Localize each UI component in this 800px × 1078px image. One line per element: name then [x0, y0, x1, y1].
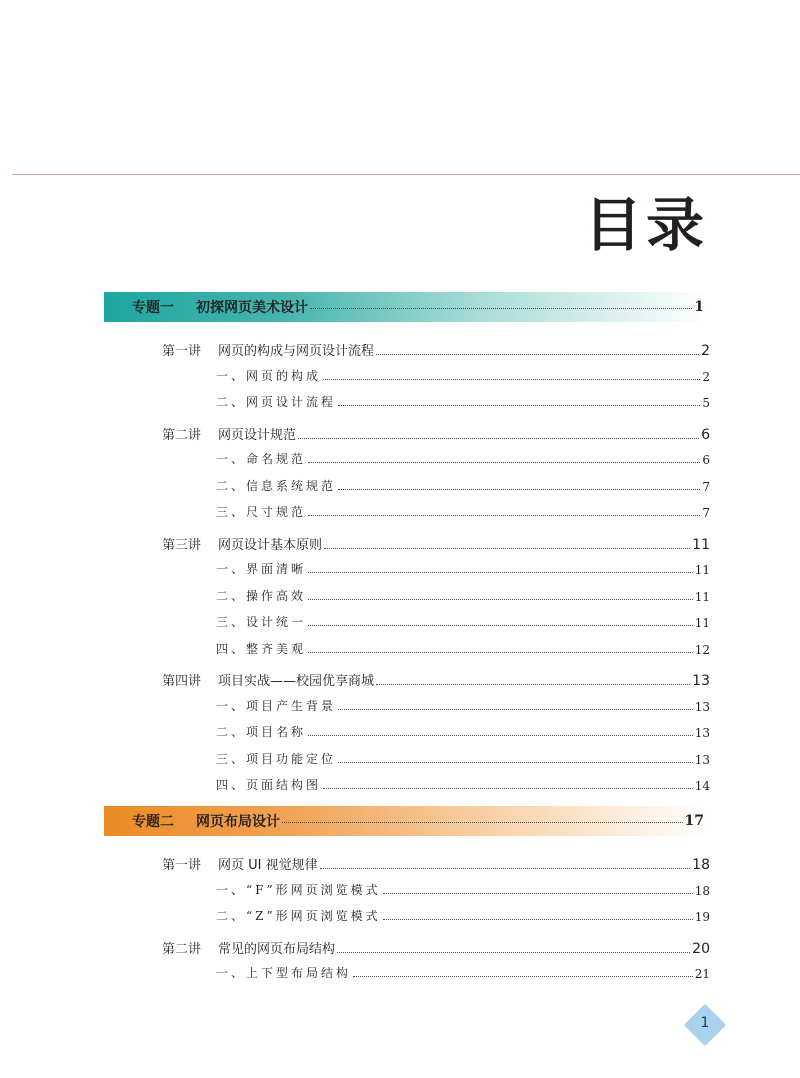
section-title: 二、项目名称	[216, 725, 307, 739]
section-entry[interactable]	[216, 560, 710, 577]
leader-dots	[323, 378, 700, 380]
lecture-page: 20	[692, 940, 710, 957]
section-entry[interactable]	[216, 697, 710, 714]
section-entry[interactable]	[216, 613, 710, 630]
section-page: 7	[702, 506, 710, 520]
topic-heading[interactable]	[104, 806, 708, 836]
lecture-title: 项目实战——校园优享商城	[218, 674, 375, 689]
section-page: 13	[694, 699, 710, 714]
leader-dots	[338, 761, 693, 763]
section-entry[interactable]	[216, 367, 710, 384]
leader-dots	[308, 624, 693, 626]
leader-dots	[320, 867, 691, 869]
section-entry[interactable]	[216, 477, 710, 494]
section-title: 二、操作高效	[216, 588, 307, 603]
leader-dots	[353, 975, 693, 977]
leader-dots	[282, 821, 683, 823]
topic-title: 初探网页美术设计	[196, 300, 308, 316]
section-title: 一、界面清晰	[216, 562, 307, 576]
section-page: 7	[702, 479, 710, 494]
lecture-number: 第三讲	[162, 537, 202, 553]
page-number: 1	[700, 1015, 710, 1031]
leader-dots	[308, 571, 693, 573]
lecture-page: 13	[692, 673, 710, 689]
section-title: 三、尺寸规范	[216, 505, 307, 519]
lecture-entry[interactable]	[162, 854, 710, 873]
section-page: 11	[694, 616, 710, 630]
header-rule	[12, 174, 800, 175]
leader-dots	[376, 683, 690, 685]
section-title: 三、设计统一	[216, 615, 307, 629]
section-title: 二、信息系统规范	[216, 478, 337, 493]
leader-dots	[298, 437, 699, 439]
lecture-page: 2	[701, 343, 710, 359]
section-entry[interactable]	[216, 640, 710, 657]
page-title: 目录	[583, 191, 708, 259]
leader-dots	[383, 892, 693, 894]
section-page: 11	[694, 589, 710, 604]
lecture-page: 6	[701, 426, 710, 443]
leader-dots	[338, 488, 700, 490]
section-entry[interactable]	[216, 393, 710, 410]
section-title: 一、项目产生背景	[216, 698, 337, 713]
section-entry[interactable]	[216, 587, 710, 604]
section-title: 四、整齐美观	[216, 641, 307, 656]
section-title: 三、项目功能定位	[216, 751, 337, 766]
topic-tag: 专题二	[132, 814, 174, 830]
section-page: 12	[694, 642, 710, 657]
lecture-title: 网页设计规范	[218, 427, 297, 443]
leader-dots	[323, 787, 693, 789]
section-entry[interactable]	[216, 723, 710, 740]
section-page: 14	[694, 779, 710, 793]
leader-dots	[376, 353, 699, 355]
section-entry[interactable]	[216, 776, 710, 793]
leader-dots	[308, 461, 700, 463]
lecture-page: 18	[692, 857, 710, 873]
lecture-entry[interactable]	[162, 938, 710, 957]
leader-dots	[308, 514, 700, 516]
lecture-number: 第二讲	[162, 941, 202, 957]
topic-tag: 专题一	[132, 300, 174, 316]
topic-page: 17	[684, 813, 704, 829]
lecture-number: 第一讲	[162, 344, 202, 359]
section-title: 一、网页的构成	[216, 368, 322, 383]
section-entry[interactable]	[216, 503, 710, 520]
section-entry[interactable]	[216, 907, 710, 924]
section-entry[interactable]	[216, 450, 710, 467]
topic-heading[interactable]	[104, 292, 708, 322]
section-page: 13	[694, 726, 710, 740]
section-entry[interactable]	[216, 964, 710, 981]
section-title: 一、“F”形网页浏览模式	[216, 882, 381, 897]
section-title: 二、网页设计流程	[216, 395, 337, 409]
section-page: 19	[694, 910, 710, 924]
section-page: 5	[702, 396, 710, 410]
section-title: 一、命名规范	[216, 452, 307, 466]
lecture-number: 第四讲	[162, 674, 202, 689]
lecture-entry[interactable]	[162, 534, 710, 553]
leader-dots	[383, 918, 693, 920]
topic-page: 1	[694, 299, 704, 315]
lecture-number: 第二讲	[162, 427, 202, 443]
section-page: 21	[694, 967, 710, 981]
leader-dots	[324, 547, 690, 549]
section-title: 一、上下型布局结构	[216, 966, 352, 980]
section-page: 13	[694, 752, 710, 767]
lecture-number: 第一讲	[162, 858, 202, 873]
section-page: 2	[702, 369, 710, 384]
section-title: 四、页面结构图	[216, 778, 322, 792]
lecture-title: 网页 UI 视觉规律	[218, 858, 318, 873]
lecture-entry[interactable]	[162, 340, 710, 359]
leader-dots	[338, 708, 693, 710]
lecture-title: 网页设计基本原则	[218, 537, 323, 553]
leader-dots	[337, 951, 690, 953]
leader-dots	[308, 598, 693, 600]
lecture-title: 网页的构成与网页设计流程	[218, 344, 375, 359]
leader-dots	[310, 307, 692, 309]
section-page: 18	[694, 883, 710, 898]
section-entry[interactable]	[216, 750, 710, 767]
lecture-title: 常见的网页布局结构	[218, 941, 336, 957]
leader-dots	[308, 734, 693, 736]
topic-title: 网页布局设计	[196, 814, 280, 830]
leader-dots	[338, 404, 700, 406]
lecture-entry[interactable]	[162, 670, 710, 689]
section-page: 11	[694, 563, 710, 577]
leader-dots	[308, 651, 693, 653]
section-title: 二、“Z”形网页浏览模式	[216, 909, 381, 923]
lecture-entry[interactable]	[162, 424, 710, 443]
section-entry[interactable]	[216, 881, 710, 898]
section-page: 6	[702, 453, 710, 467]
lecture-page: 11	[692, 536, 710, 553]
